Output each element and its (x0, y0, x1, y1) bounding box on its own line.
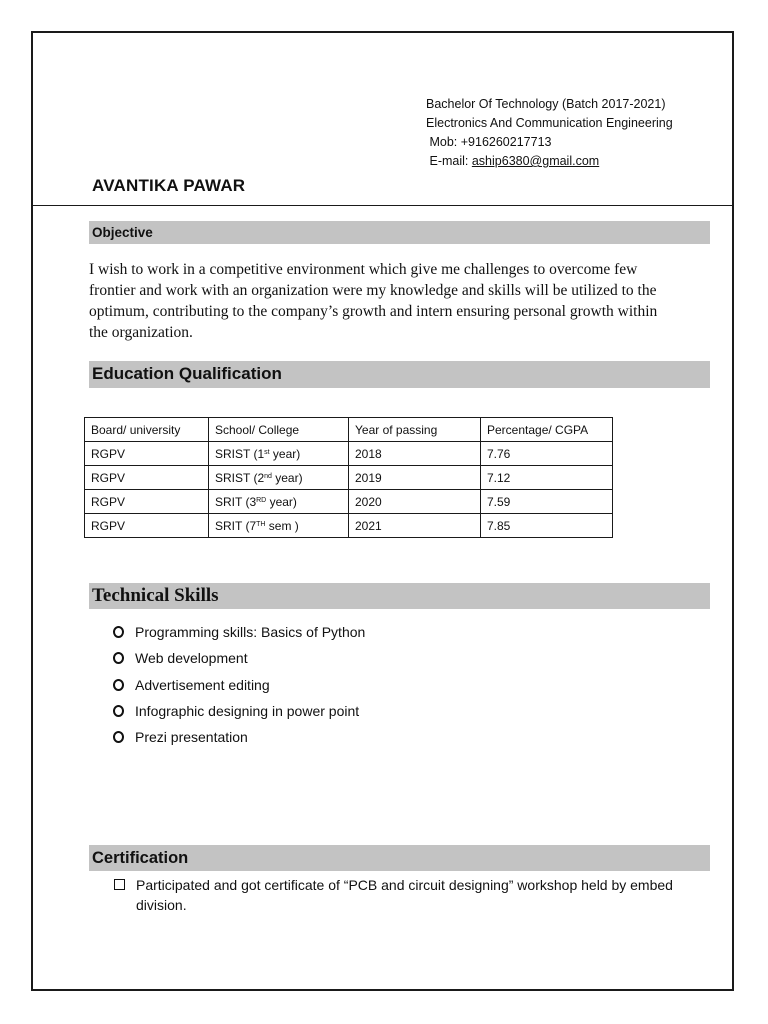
skill-item (113, 672, 365, 698)
skill-label: Prezi presentation (135, 729, 248, 746)
circle-bullet-icon (113, 652, 124, 664)
email-line (426, 152, 673, 171)
education-table-body (85, 418, 613, 538)
school-post: year) (271, 470, 303, 485)
school-sup: TH (256, 520, 266, 528)
objective-text: I wish to work in a competitive environment which give me challenges to overcome few frontier and work with an organization were my knowledge and skills will be utilized to the optimum, contributing to the company’s growth and intern ensuring personal growth within the organization. (89, 261, 658, 341)
school-post: year) (266, 494, 297, 509)
certification-text: Participated and got certificate of “PCB and circuit designing” workshop held by embed division. (136, 877, 673, 913)
score-cell: 7.12 (481, 466, 613, 490)
board-cell: RGPV (85, 514, 209, 538)
objective-heading: Objective (89, 221, 710, 244)
circle-bullet-icon (113, 731, 124, 743)
skill-item (113, 724, 365, 750)
square-bullet-icon (114, 879, 125, 890)
year-cell: 2019 (349, 466, 481, 490)
certification-heading: Certification (89, 845, 710, 871)
table-header-cell: Percentage/ CGPA (481, 418, 613, 442)
school-sup: st (264, 448, 270, 456)
table-header-cell: School/ College (209, 418, 349, 442)
email-label: E-mail: (429, 154, 472, 168)
school-pre: SRIT (3 (215, 494, 257, 509)
school-pre: SRIST (1 (215, 446, 265, 461)
skill-item (113, 645, 365, 671)
certification-item (114, 875, 674, 915)
table-row (85, 442, 613, 466)
board-cell: RGPV (85, 490, 209, 514)
education-table (84, 417, 613, 538)
school-pre: SRIST (2 (215, 470, 265, 485)
year-cell: 2018 (349, 442, 481, 466)
skill-label: Advertisement editing (135, 676, 270, 693)
mobile-line (426, 133, 673, 152)
skill-label: Infographic designing in power point (135, 702, 360, 719)
school-cell (209, 442, 349, 466)
skill-label: Web development (135, 650, 248, 667)
school-cell (209, 514, 349, 538)
table-header-cell: Board/ university (85, 418, 209, 442)
degree-line: Bachelor Of Technology (Batch 2017-2021) (426, 97, 666, 111)
score-cell: 7.76 (481, 442, 613, 466)
contact-block (426, 95, 673, 171)
table-row (85, 514, 613, 538)
school-post: year) (269, 446, 301, 461)
year-cell: 2021 (349, 514, 481, 538)
board-cell: RGPV (85, 466, 209, 490)
year-cell: 2020 (349, 490, 481, 514)
table-header-cell: Year of passing (349, 418, 481, 442)
table-row (85, 466, 613, 490)
table-row (85, 490, 613, 514)
branch-line: Electronics And Communication Engineering (426, 116, 673, 130)
school-pre: SRIT (7 (215, 518, 257, 533)
school-sup: nd (264, 472, 272, 480)
circle-bullet-icon (113, 679, 124, 691)
school-cell (209, 490, 349, 514)
skill-item (113, 698, 365, 724)
education-heading: Education Qualification (89, 361, 710, 388)
circle-bullet-icon (113, 626, 124, 638)
mobile-number: +916260217713 (460, 135, 552, 149)
score-cell: 7.85 (481, 514, 613, 538)
school-sup: RD (256, 496, 267, 504)
resume-page (31, 31, 734, 991)
school-post: sem ) (265, 518, 299, 533)
score-cell: 7.59 (481, 490, 613, 514)
header-divider (31, 205, 734, 206)
email-link[interactable]: aship6380@gmail.com (471, 154, 600, 168)
skill-item (113, 619, 365, 645)
school-cell (209, 466, 349, 490)
mobile-label: Mob: (429, 135, 461, 149)
table-header-row (85, 418, 613, 442)
board-cell: RGPV (85, 442, 209, 466)
skill-label: Programming skills: Basics of Python (135, 624, 366, 640)
technical-skills-list (113, 619, 365, 750)
candidate-name: AVANTIKA PAWAR (92, 176, 246, 195)
technical-skills-heading: Technical Skills (89, 583, 710, 609)
circle-bullet-icon (113, 705, 124, 717)
